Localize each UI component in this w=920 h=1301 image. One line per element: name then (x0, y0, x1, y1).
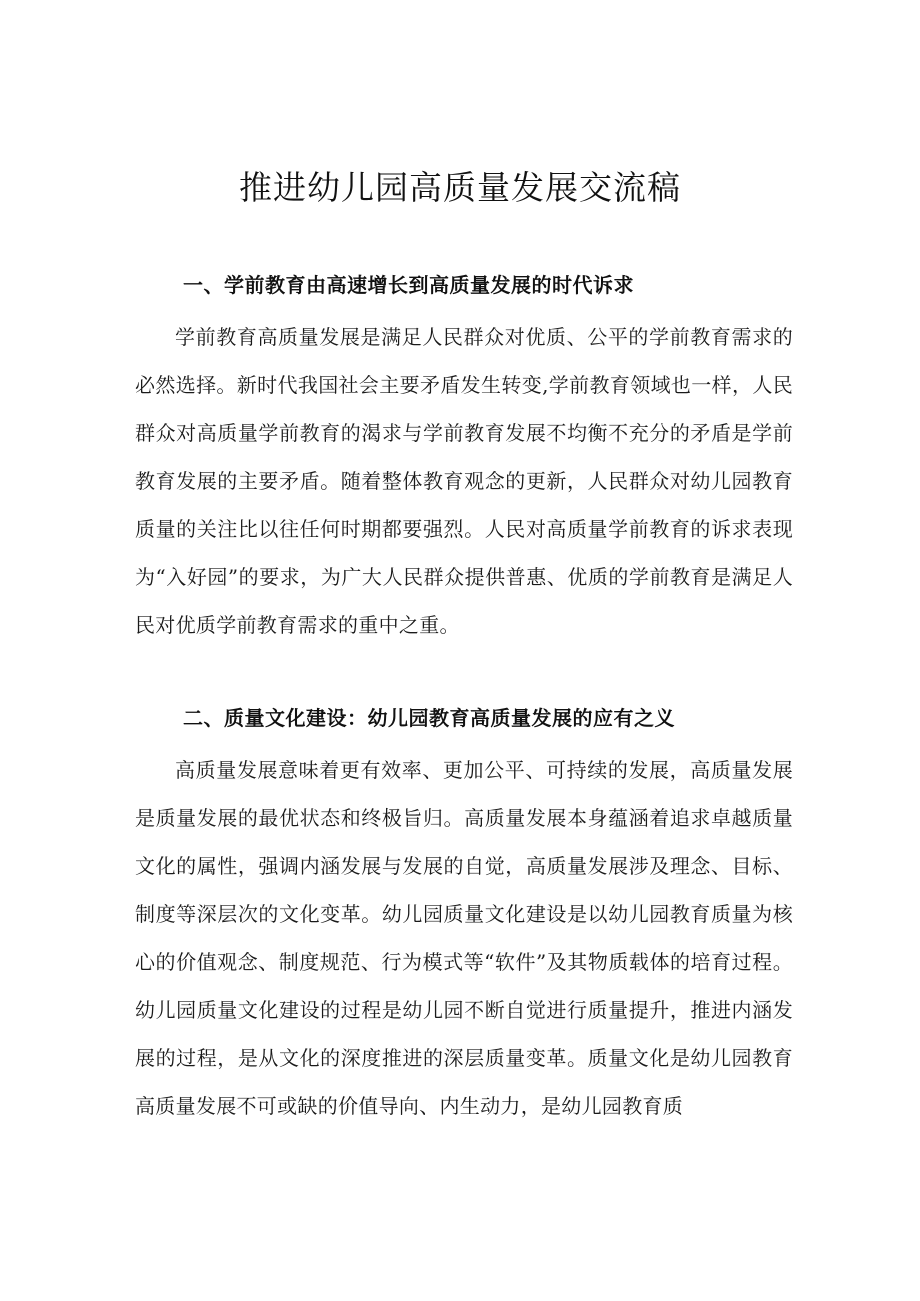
section-heading-1: 一、学前教育由高速增长到高质量发展的时代诉求 (183, 273, 634, 297)
document-title: 推进幼儿园高质量发展交流稿 (239, 168, 681, 207)
section-heading-2: 二、质量文化建设：幼儿园教育高质量发展的应有之义 (183, 706, 675, 730)
section-paragraph-2: 高质量发展意味着更有效率、更加公平、可持续的发展，高质量发展是质量发展的最优状态和终极旨归。高质量发展本身蕴涵着追求卓越质量文化的属性，强调内涵发展与发展的自觉，高质量发展涉及理念、目标、制度等深层次的文化变革。幼儿园质量文化建设是以幼儿园教育质量为核心的价值观念、制度规范、行为模式等“软件”及其物质载体的培育过程。幼儿园质量文化建设的过程是幼儿园不断自觉进行质量提升，推进内涵发展的过程，是从文化的深度推进的深层质量变革。质量文化是幼儿园教育高质量发展不可或缺的价值导向、内生动力，是幼儿园教育质 (135, 758, 793, 1118)
section-paragraph-1: 学前教育高质量发展是满足人民群众对优质、公平的学前教育需求的必然选择。新时代我国社会主要矛盾发生转变,学前教育领域也一样，人民群众对高质量学前教育的渴求与学前教育发展不均衡不充分的矛盾是学前教育发展的主要矛盾。随着整体教育观念的更新，人民群众对幼儿园教育质量的关注比以往任何时期都要强烈。人民对高质量学前教育的诉求表现为“入好园”的要求，为广大人民群众提供普惠、优质的学前教育是满足人民对优质学前教育需求的重中之重。 (135, 325, 793, 637)
